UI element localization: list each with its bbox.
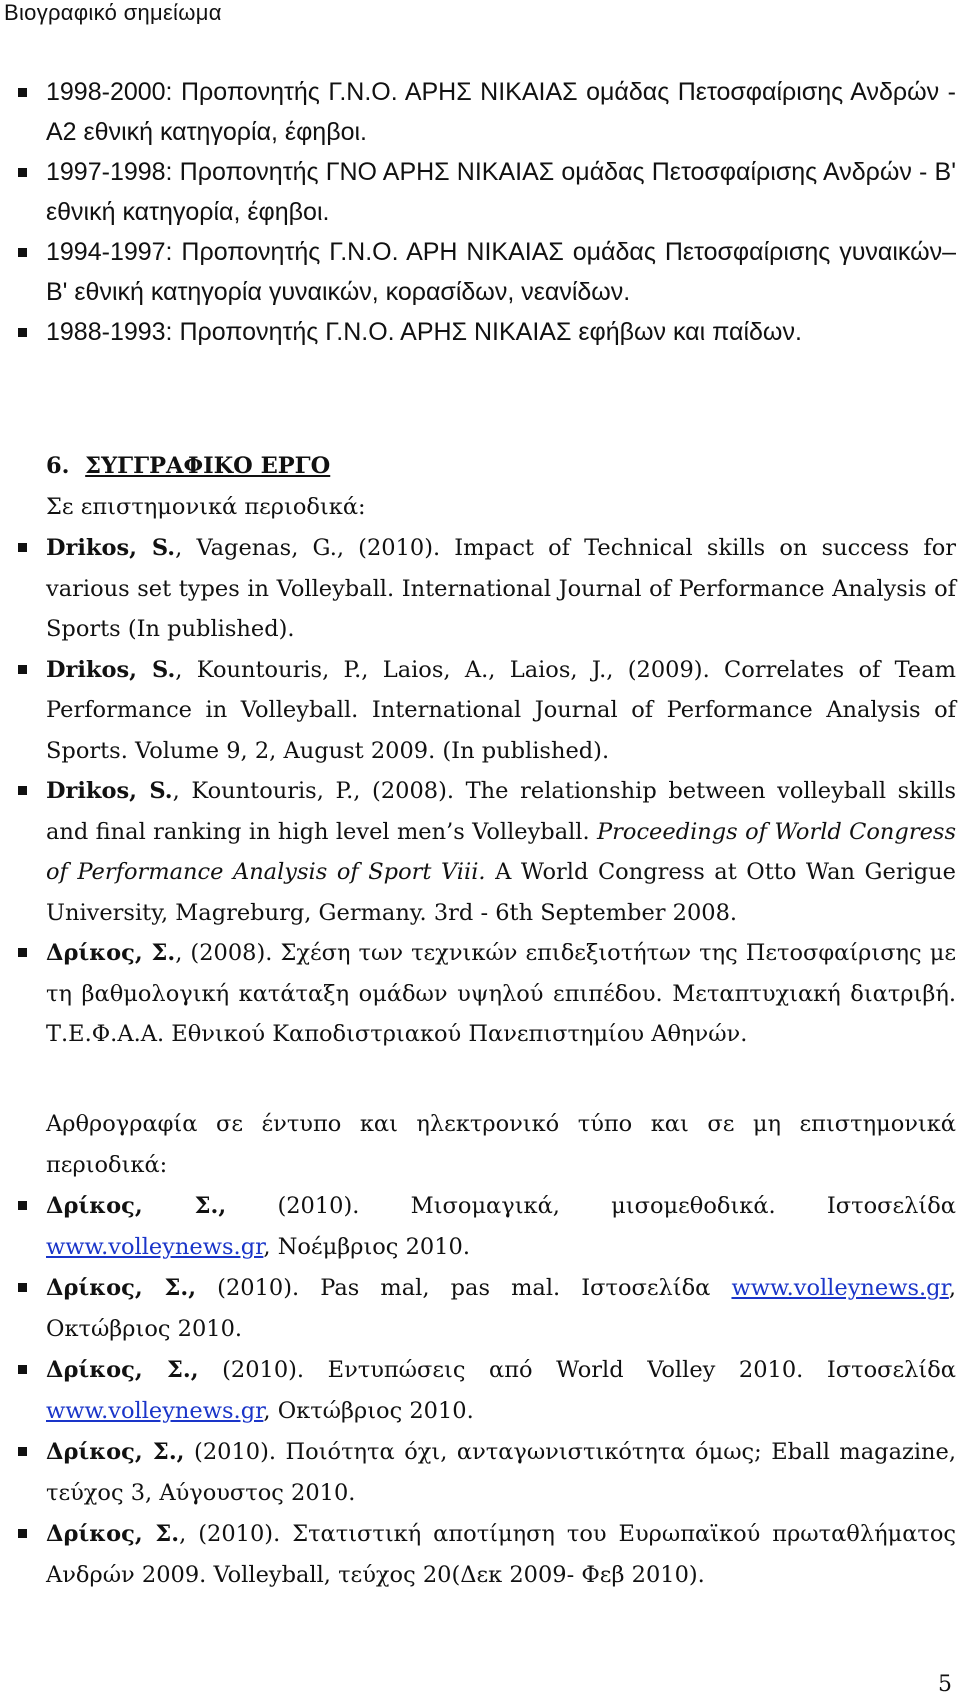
section-heading <box>0 446 960 487</box>
list-item <box>0 1350 960 1432</box>
list-item <box>0 528 960 650</box>
article-text: , (2010). Στατιστική αποτίμηση του Ευρωπαϊκού πρωταθλήματος Ανδρών 2009. Volleyball, τεύχος 20(Δεκ 2009- Φεβ 2010). <box>46 1521 956 1588</box>
scientific-publications-list <box>0 528 960 1055</box>
articles-list <box>0 1186 960 1596</box>
article-author: Δρίκος, Σ., <box>46 1275 197 1301</box>
coaching-list <box>0 72 960 352</box>
article-date: , Νοέμβριος 2010. <box>263 1234 470 1260</box>
list-item <box>0 1514 960 1596</box>
list-item <box>0 1186 960 1268</box>
list-item <box>0 650 960 772</box>
section-title: ΣΥΓΓΡΑΦΙΚΟ ΕΡΓΟ <box>85 453 331 479</box>
article-text: (2010). Pas mal, pas mal. Ιστοσελίδα <box>196 1275 732 1301</box>
publication-author: Δρίκος, Σ. <box>46 940 176 966</box>
publication-text: , Kountouris, P., (2008). The relationship between volleyball skills and final ranking in high level men’s Volleyball. <box>46 778 957 845</box>
list-item-text: 1988-1993: Προπονητής Γ.Ν.Ο. ΑΡΗΣ ΝΙΚΑΙΑΣ εφήβων και παίδων. <box>46 318 802 346</box>
article-text: (2010). Μισομαγικά, μισομεθοδικά. Ιστοσελίδα <box>226 1193 956 1219</box>
publication-text: , Kountouris, P., Laios, A., Laios, J., (2009). Correlates of Team Performance in Volleyball. International Journal of Performance Analysis of Sports. Volume 9, 2, August 2009. (In published). <box>46 656 957 764</box>
list-item <box>0 771 960 933</box>
list-item <box>0 1432 960 1514</box>
list-item <box>0 933 960 1055</box>
article-author: Δρίκος, Σ. <box>46 1521 180 1547</box>
list-item <box>0 1268 960 1350</box>
article-author: Δρίκος, Σ., <box>46 1357 199 1383</box>
list-item-text: 1998-2000: Προπονητής Γ.Ν.Ο. ΑΡΗΣ ΝΙΚΑΙΑΣ ομάδας Πετοσφαίρισης Ανδρών - Α2 εθνική κατηγορία, έφηβοι. <box>46 78 956 146</box>
article-text: (2010). Εντυπώσεις από World Volley 2010. Ιστοσελίδα <box>198 1357 956 1383</box>
list-item-text: 1994-1997: Προπονητής Γ.Ν.Ο. ΑΡΗ ΝΙΚΑΙΑΣ ομάδας Πετοσφαίρισης γυναικών– Β' εθνική κατηγορία γυναικών, κορασίδων, νεανίδων. <box>46 238 956 306</box>
list-item <box>0 312 960 352</box>
scientific-subheading: Σε επιστημονικά περιοδικά: <box>46 494 366 520</box>
publication-text: , Vagenas, G., (2010). Impact of Technical skills on success for various set types in Volleyball. International Journal of Performance Analysis of Sports (In published). <box>46 535 957 642</box>
list-item-text: 1997-1998: Προπονητής ΓΝΟ ΑΡΗΣ ΝΙΚΑΙΑΣ ομάδας Πετοσφαίρισης Ανδρών - Β' εθνική κατηγορία, έφηβοι. <box>46 158 956 226</box>
website-link[interactable]: www.volleynews.gr <box>46 1398 264 1424</box>
publication-author: Drikos, S. <box>46 656 176 683</box>
publication-text: , (2008). Σχέση των τεχνικών επιδεξιοτήτων της Πετοσφαίρισης με τη βαθμολογική κατάταξη ομάδων υψηλού επιπέδου. Μεταπτυχιακή διατριβή. Τ.Ε.Φ.Α.Α. Εθνικού Καποδιστριακού Πανεπιστημίου Αθηνών. <box>46 940 956 1047</box>
article-author: Δρίκος, Σ., <box>46 1439 185 1465</box>
articles-heading-block <box>0 1104 960 1186</box>
publication-author: Drikos, S. <box>46 535 176 561</box>
articles-heading: Αρθρογραφία σε έντυπο και ηλεκτρονικό τύπο και σε μη επιστημονικά περιοδικά: <box>46 1111 956 1178</box>
publication-author: Drikos, S. <box>46 778 173 804</box>
article-date: , Οκτώβριος 2010. <box>46 1275 957 1342</box>
website-link[interactable]: www.volleynews.gr <box>731 1275 949 1301</box>
article-text: (2010). Ποιότητα όχι, ανταγωνιστικότητα όμως; Eball magazine, τεύχος 3, Αύγουστος 2010. <box>46 1439 956 1506</box>
section-number: 6. <box>46 453 70 479</box>
publication-text-continued: A World Congress at Otto Wan Gerigue University, Magreburg, Germany. 3rd - 6th September 2008. <box>46 859 956 926</box>
section-heading-block <box>0 446 960 528</box>
article-date: , Οκτώβριος 2010. <box>263 1398 474 1424</box>
page-number: 5 <box>938 1672 952 1697</box>
list-item <box>0 152 960 232</box>
article-author: Δρίκος, Σ., <box>46 1193 227 1219</box>
document-header-title: Βιογραφικό σημείωμα <box>4 0 222 25</box>
publication-italic-title: Proceedings of World Congress of Performance Analysis of Sport Viii. <box>46 818 956 885</box>
website-link[interactable]: www.volleynews.gr <box>46 1234 264 1260</box>
list-item <box>0 232 960 312</box>
list-item <box>0 72 960 152</box>
